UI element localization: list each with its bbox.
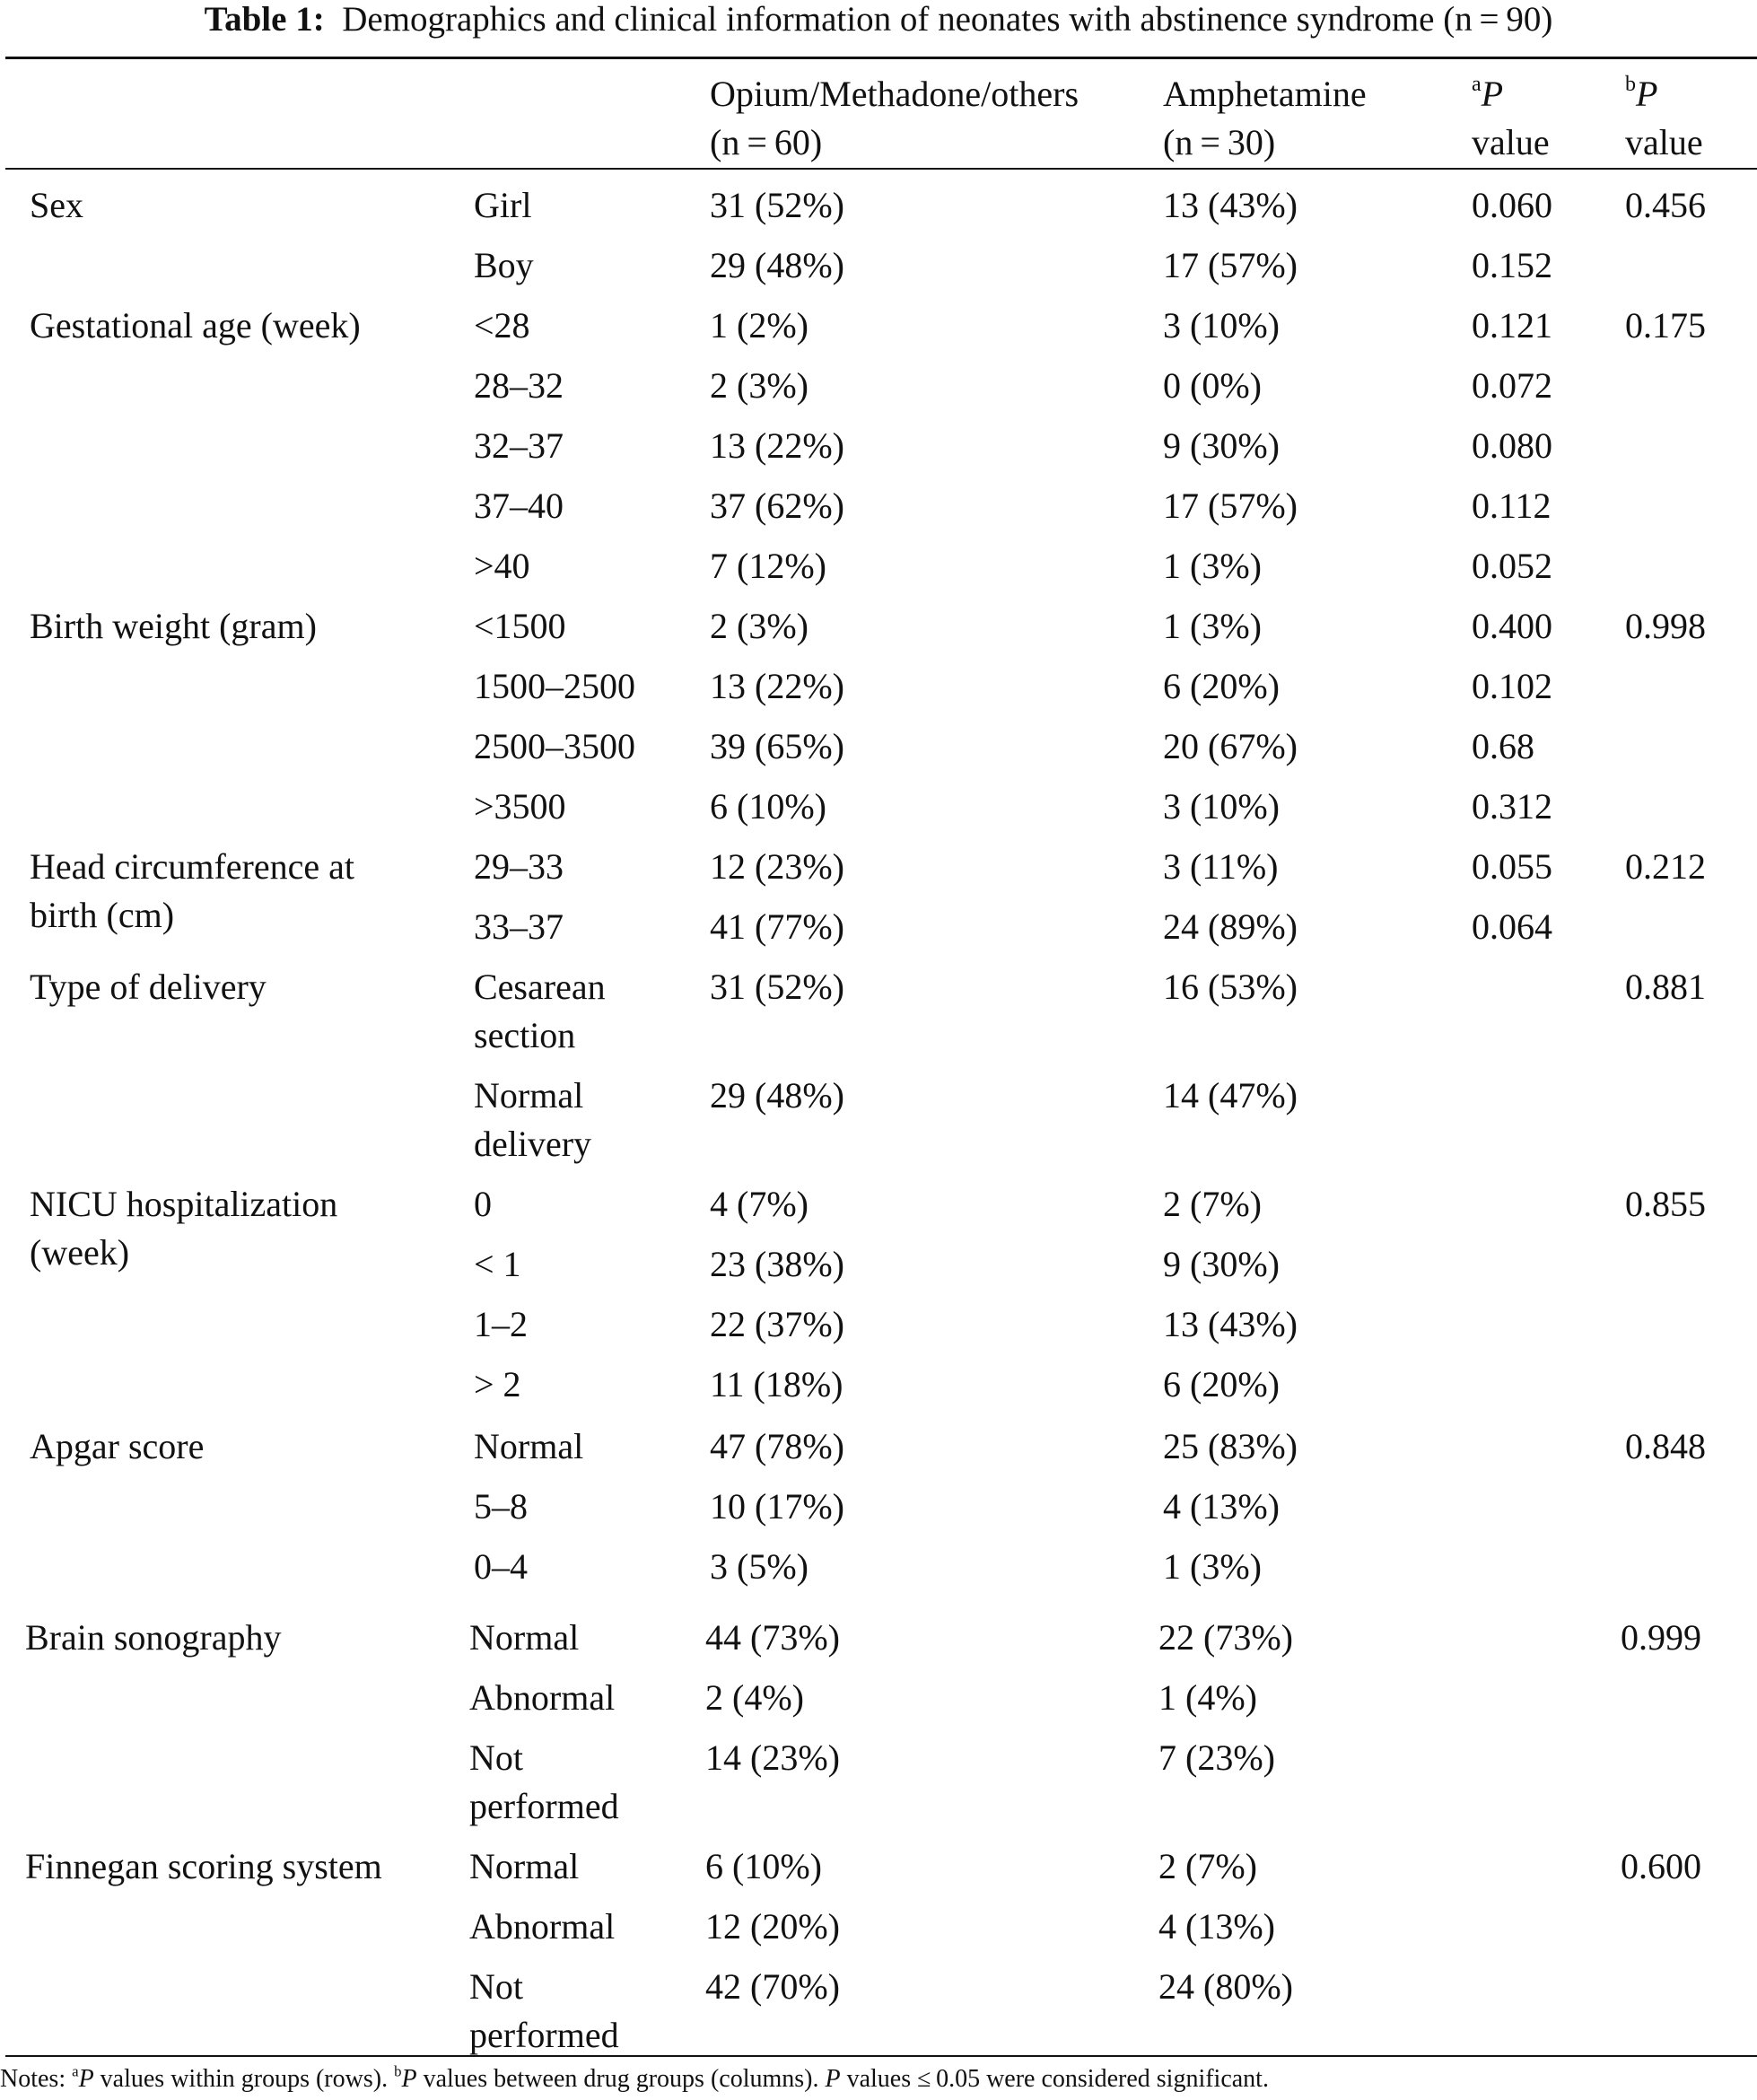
cell-p-within: 0.060 [1472, 185, 1552, 225]
row-category-label: 5–8 [474, 1486, 528, 1527]
cell-group1-value: 2 (3%) [710, 606, 809, 646]
cell-group2-value: 9 (30%) [1163, 425, 1280, 466]
row-variable-label: NICU hospitalization [30, 1184, 338, 1224]
row-variable-label: Apgar score [30, 1426, 205, 1466]
row-category-label: Boy [474, 245, 534, 285]
row-variable-label: Sex [30, 185, 83, 225]
cell-group2-value: 17 (57%) [1163, 486, 1298, 526]
cell-group1-value: 4 (7%) [710, 1184, 809, 1224]
cell-group2-value: 1 (3%) [1163, 546, 1262, 586]
cell-group1-value: 13 (22%) [710, 425, 844, 466]
cell-p-between: 0.212 [1625, 846, 1706, 887]
cell-group1-value: 7 (12%) [710, 546, 826, 586]
header-group2: (n = 30) [1163, 122, 1276, 162]
cell-p-within: 0.080 [1472, 425, 1552, 466]
row-category-label: < 1 [474, 1244, 521, 1284]
cell-group1-value: 12 (23%) [710, 846, 844, 887]
bottom-rule [5, 2055, 1757, 2057]
cell-group2-value: 9 (30%) [1163, 1244, 1280, 1284]
table-caption-label: Table 1: [204, 0, 325, 39]
cell-group1-value: 39 (65%) [710, 726, 844, 766]
row-category-label: Normal [469, 1617, 580, 1658]
cell-group2-value: 13 (43%) [1163, 185, 1298, 225]
cell-p-within: 0.400 [1472, 606, 1552, 646]
cell-p-between: 0.600 [1621, 1846, 1701, 1886]
row-variable-label: Gestational age (week) [30, 305, 361, 346]
cell-group1-value: 2 (4%) [705, 1677, 804, 1718]
cell-group2-value: 14 (47%) [1163, 1075, 1298, 1116]
row-category-label: 0 [474, 1184, 492, 1224]
cell-group1-value: 3 (5%) [710, 1546, 809, 1587]
header-group1: Opium/Methadone/others [710, 74, 1080, 114]
cell-group2-value: 24 (89%) [1163, 906, 1298, 947]
row-category-label: performed [469, 1786, 619, 1826]
cell-p-within: 0.152 [1472, 245, 1552, 285]
row-category-label: >40 [474, 546, 530, 586]
header-group2: Amphetamine [1163, 74, 1367, 114]
cell-group2-value: 3 (11%) [1163, 846, 1279, 887]
cell-group1-value: 42 (70%) [705, 1966, 840, 2007]
row-category-label: Normal [474, 1426, 584, 1466]
cell-p-between: 0.999 [1621, 1617, 1701, 1658]
cell-p-within: 0.68 [1472, 726, 1534, 766]
cell-group1-value: 6 (10%) [705, 1846, 822, 1886]
cell-group2-value: 3 (10%) [1163, 305, 1280, 346]
row-category-label: 33–37 [474, 906, 564, 947]
row-category-label: <28 [474, 305, 530, 346]
header-pval-a: $^a$P value [1472, 73, 1550, 162]
cell-group1-value: 14 (23%) [705, 1737, 840, 1778]
cell-group1-value: 22 (37%) [710, 1304, 844, 1344]
cell-group1-value: 6 (10%) [710, 786, 826, 827]
row-variable-label: Birth weight (gram) [30, 606, 317, 646]
cell-p-between: 0.855 [1625, 1184, 1706, 1224]
cell-group2-value: 24 (80%) [1158, 1966, 1293, 2007]
row-category-label: Girl [474, 185, 532, 225]
row-category-label: Normal [474, 1075, 584, 1116]
cell-group1-value: 10 (17%) [710, 1486, 844, 1527]
cell-group1-value: 41 (77%) [710, 906, 844, 947]
row-variable-label: (week) [30, 1232, 130, 1273]
cell-group2-value: 0 (0%) [1163, 365, 1262, 406]
cell-p-between: 0.881 [1625, 967, 1706, 1007]
cell-group1-value: 2 (3%) [710, 365, 809, 406]
cell-group2-value: 3 (10%) [1163, 786, 1280, 827]
cell-p-between: 0.998 [1625, 606, 1706, 646]
cell-group1-value: 37 (62%) [710, 486, 844, 526]
row-variable-label: Type of delivery [30, 967, 267, 1007]
table-notes: Notes: $^a$P values within groups (rows). $^b$P values between drug groups (columns). P values ≤ 0.05 were considered significant. [0, 2062, 1269, 2093]
cell-p-between: 0.175 [1625, 305, 1706, 346]
cell-group1-value: 1 (2%) [710, 305, 809, 346]
row-category-label: 1–2 [474, 1304, 528, 1344]
cell-p-within: 0.055 [1472, 846, 1552, 887]
cell-group2-value: 1 (3%) [1163, 1546, 1262, 1587]
row-category-label: Abnormal [469, 1677, 616, 1718]
row-category-label: Cesarean [474, 967, 606, 1007]
cell-group1-value: 44 (73%) [705, 1617, 840, 1658]
cell-p-within: 0.121 [1472, 305, 1552, 346]
cell-group2-value: 1 (4%) [1158, 1677, 1257, 1718]
row-category-label: 37–40 [474, 486, 564, 526]
cell-group1-value: 13 (22%) [710, 666, 844, 706]
cell-group2-value: 6 (20%) [1163, 666, 1280, 706]
cell-p-within: 0.312 [1472, 786, 1552, 827]
row-category-label: Abnormal [469, 1906, 616, 1947]
row-variable-label: Brain sonography [25, 1617, 282, 1658]
row-category-label: Normal [469, 1846, 580, 1886]
cell-p-within: 0.064 [1472, 906, 1552, 947]
cell-group2-value: 2 (7%) [1158, 1846, 1257, 1886]
cell-group1-value: 31 (52%) [710, 967, 844, 1007]
cell-group1-value: 29 (48%) [710, 245, 844, 285]
row-category-label: 32–37 [474, 425, 564, 466]
cell-group2-value: 6 (20%) [1163, 1364, 1280, 1404]
cell-group2-value: 2 (7%) [1163, 1184, 1262, 1224]
cell-group2-value: 22 (73%) [1158, 1617, 1293, 1658]
row-category-label: 0–4 [474, 1546, 528, 1587]
cell-p-within: 0.072 [1472, 365, 1552, 406]
row-variable-label: Head circumference at [30, 846, 354, 887]
row-category-label: 1500–2500 [474, 666, 635, 706]
cell-group2-value: 1 (3%) [1163, 606, 1262, 646]
row-category-label: Not [469, 1966, 523, 2007]
row-variable-label: Finnegan scoring system [25, 1846, 382, 1886]
row-category-label: section [474, 1015, 576, 1055]
row-category-label: >3500 [474, 786, 566, 827]
row-category-label: performed [469, 2015, 619, 2055]
cell-group1-value: 11 (18%) [710, 1364, 844, 1404]
cell-p-within: 0.052 [1472, 546, 1552, 586]
row-category-label: 29–33 [474, 846, 564, 887]
cell-group1-value: 12 (20%) [705, 1906, 840, 1947]
cell-group2-value: 13 (43%) [1163, 1304, 1298, 1344]
row-category-label: > 2 [474, 1364, 521, 1404]
cell-group1-value: 29 (48%) [710, 1075, 844, 1116]
row-category-label: <1500 [474, 606, 566, 646]
header-group1: (n = 60) [710, 122, 823, 162]
cell-group2-value: 16 (53%) [1163, 967, 1298, 1007]
row-variable-label: birth (cm) [30, 895, 175, 935]
cell-p-between: 0.456 [1625, 185, 1706, 225]
table-caption-text: Demographics and clinical information of neonates with abstinence syndrome (n = 90) [342, 0, 1553, 39]
cell-group2-value: 25 (83%) [1163, 1426, 1298, 1466]
cell-group1-value: 23 (38%) [710, 1244, 844, 1284]
cell-p-within: 0.112 [1472, 486, 1552, 526]
row-category-label: 2500–3500 [474, 726, 635, 766]
row-category-label: Not [469, 1737, 523, 1778]
cell-p-between: 0.848 [1625, 1426, 1706, 1466]
row-category-label: 28–32 [474, 365, 564, 406]
row-category-label: delivery [474, 1124, 592, 1164]
cell-p-within: 0.102 [1472, 666, 1552, 706]
cell-group2-value: 4 (13%) [1158, 1906, 1275, 1947]
header-pval-b: $^b$P value [1625, 73, 1703, 162]
cell-group2-value: 7 (23%) [1158, 1737, 1275, 1778]
cell-group2-value: 17 (57%) [1163, 245, 1298, 285]
cell-group2-value: 4 (13%) [1163, 1486, 1280, 1527]
cell-group1-value: 31 (52%) [710, 185, 844, 225]
cell-group1-value: 47 (78%) [710, 1426, 844, 1466]
cell-group2-value: 20 (67%) [1163, 726, 1298, 766]
